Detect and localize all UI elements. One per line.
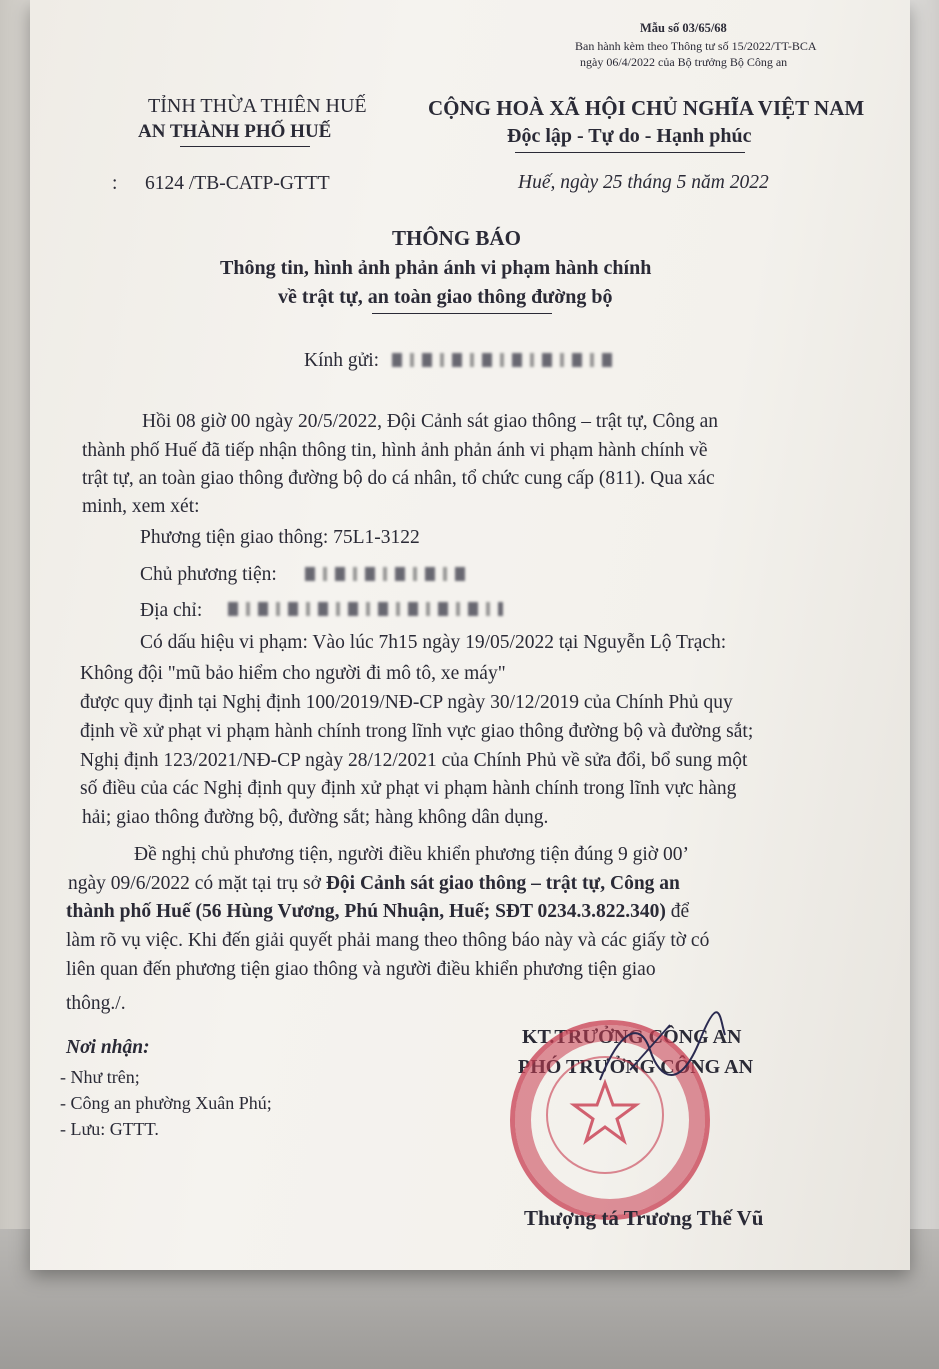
sign-title-2: PHÓ TRƯỞNG CÔNG AN xyxy=(518,1056,754,1078)
doc-number-prefix: : xyxy=(112,173,118,194)
place-date: Huế, ngày 25 tháng 5 năm 2022 xyxy=(518,172,769,193)
vehicle-line: Phương tiện giao thông: 75L1-3122 xyxy=(140,527,420,548)
owner-label: Chủ phương tiện: xyxy=(140,564,277,585)
legal-line-1: được quy định tại Nghị định 100/2019/NĐ-CP ngày 30/12/2019 của Chính Phủ quy xyxy=(80,692,733,713)
legal-line-5: hải; giao thông đường bộ, đường sắt; hàng không dân dụng. xyxy=(82,807,549,828)
motto-underline xyxy=(515,152,745,153)
agency-underline xyxy=(180,146,310,147)
doc-subtitle-2: về trật tự, an toàn giao thông đường bộ xyxy=(278,286,613,308)
recipients-title: Nơi nhận: xyxy=(66,1037,150,1058)
document-page xyxy=(30,0,910,1270)
request-line-3: thành phố Huế (56 Hùng Vương, Phú Nhuận, Huế; SĐT 0234.3.822.340) để xyxy=(66,901,690,922)
agency-line-2: AN THÀNH PHỐ HUẾ xyxy=(138,121,332,142)
redacted-owner xyxy=(305,567,465,581)
form-number: Mẫu số 03/65/68 xyxy=(640,21,727,35)
legal-line-4: số điều của các Nghị định quy định xử phạt vi phạm hành chính trong lĩnh vực hàng xyxy=(80,778,737,799)
para1-line-4: minh, xem xét: xyxy=(82,496,200,517)
recipient-item: - Lưu: GTTT. xyxy=(60,1119,159,1139)
redacted-recipient xyxy=(392,353,617,367)
issued-with: Ban hành kèm theo Thông tư số 15/2022/TT-BCA xyxy=(575,39,817,53)
legal-line-3: Nghị định 123/2021/NĐ-CP ngày 28/12/2021 của Chính Phủ về sửa đổi, bổ sung một xyxy=(80,750,748,771)
sign-title-1: KT.TRƯỞNG CÔNG AN xyxy=(522,1026,742,1048)
address-label: Địa chỉ: xyxy=(140,600,203,621)
request-line-5: liên quan đến phương tiện giao thông và người điều khiển phương tiện giao xyxy=(66,959,656,980)
recipient-item: - Như trên; xyxy=(60,1067,140,1087)
para1-line-1: Hồi 08 giờ 00 ngày 20/5/2022, Đội Cảnh sát giao thông – trật tự, Công an xyxy=(142,411,719,432)
violation-line-1: Có dấu hiệu vi phạm: Vào lúc 7h15 ngày 19/05/2022 tại Nguyễn Lộ Trạch: xyxy=(140,632,727,653)
doc-subtitle-1: Thông tin, hình ảnh phản ánh vi phạm hành chính xyxy=(220,257,652,279)
handwritten-signature xyxy=(590,1010,730,1100)
request-line-2: ngày 09/6/2022 có mặt tại trụ sở Đội Cảnh sát giao thông – trật tự, Công an xyxy=(68,873,680,894)
subtitle-underline xyxy=(372,313,552,314)
violation-line-2: Không đội "mũ bảo hiểm cho người đi mô tô, xe máy" xyxy=(80,663,506,684)
request-line-4: làm rõ vụ việc. Khi đến giải quyết phải mang theo thông báo này và các giấy tờ có xyxy=(66,930,710,951)
doc-title: THÔNG BÁO xyxy=(392,226,521,250)
country-name: CỘNG HOÀ XÃ HỘI CHỦ NGHĨA VIỆT NAM xyxy=(428,96,865,120)
recipient-label: Kính gửi: xyxy=(304,350,380,371)
doc-number: 6124 /TB-CATP-GTTT xyxy=(145,173,330,194)
para1-line-2: thành phố Huế đã tiếp nhận thông tin, hình ảnh phản ánh vi phạm hành chính về xyxy=(82,440,708,461)
issued-date: ngày 06/4/2022 của Bộ trưởng Bộ Công an xyxy=(580,55,788,69)
request-line-6: thông./. xyxy=(66,993,126,1014)
request-line-1: Đề nghị chủ phương tiện, người điều khiển phương tiện đúng 9 giờ 00’ xyxy=(134,844,689,865)
redacted-address xyxy=(228,602,503,616)
agency-line-1: TỈNH THỪA THIÊN HUẾ xyxy=(148,95,367,117)
recipient-item: - Công an phường Xuân Phú; xyxy=(60,1093,272,1113)
legal-line-2: định về xử phạt vi phạm hành chính trong lĩnh vực giao thông đường bộ và đường sắt; xyxy=(80,721,754,742)
motto: Độc lập - Tự do - Hạnh phúc xyxy=(507,125,752,147)
para1-line-3: trật tự, an toàn giao thông đường bộ do cá nhân, tổ chức cung cấp (811). Qua xác xyxy=(82,468,715,489)
signer-name: Thượng tá Trương Thế Vũ xyxy=(524,1206,764,1230)
